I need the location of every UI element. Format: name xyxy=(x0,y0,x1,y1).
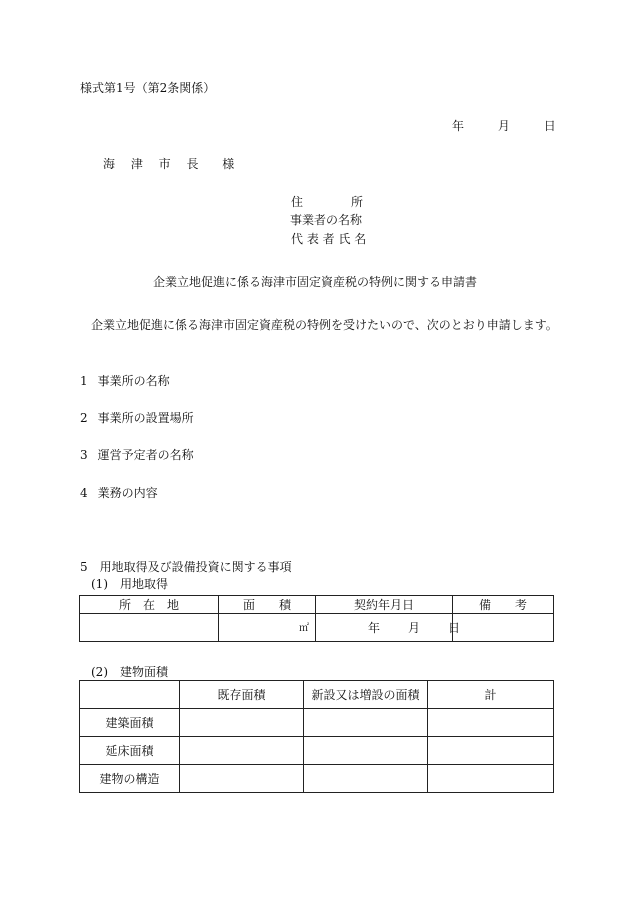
row-label-building-area: 建築面積 xyxy=(80,709,180,737)
contract-date-cell[interactable] xyxy=(316,614,461,642)
new-area-cell[interactable] xyxy=(304,709,428,737)
addressee-honorific: 様 xyxy=(222,157,235,171)
date-month-label: 月 xyxy=(497,119,510,133)
existing-area-cell[interactable] xyxy=(180,765,304,793)
applicant-representative-label: 代 表 者 氏 名 xyxy=(291,232,367,246)
land-acquisition-table xyxy=(79,595,554,642)
section5-heading: 5 用地取得及び設備投資に関する事項 xyxy=(80,560,292,574)
land-acquisition-heading: (1) 用地取得 xyxy=(91,577,168,591)
list-item xyxy=(80,486,158,500)
existing-area-cell[interactable] xyxy=(180,709,304,737)
applicant-address-label: 住 所 xyxy=(291,195,364,209)
area-cell[interactable] xyxy=(219,614,316,642)
table-row xyxy=(80,737,554,765)
addressee-name: 海 津 市 長 xyxy=(103,157,205,171)
item-label: 運営予定者の名称 xyxy=(97,448,194,462)
form-number: 様式第1号（第2条関係） xyxy=(80,81,216,95)
item-number: 3 xyxy=(80,448,88,462)
header-blank xyxy=(80,681,180,709)
list-item xyxy=(80,448,194,462)
header-area: 面 積 xyxy=(219,596,316,614)
header-contract-date: 契約年月日 xyxy=(316,596,453,614)
table-row xyxy=(80,614,554,642)
applicant-business-name-label: 事業者の名称 xyxy=(290,213,363,227)
total-cell[interactable] xyxy=(428,737,554,765)
table-row xyxy=(80,765,554,793)
existing-area-cell[interactable] xyxy=(180,737,304,765)
header-location: 所 在 地 xyxy=(80,596,219,614)
remarks-cell[interactable] xyxy=(453,614,554,642)
addressee xyxy=(103,157,234,171)
header-remarks: 備 考 xyxy=(453,596,554,614)
contract-month-label: 月 xyxy=(408,620,421,635)
header-new-area: 新設又は増設の面積 xyxy=(304,681,428,709)
area-unit: ㎡ xyxy=(299,622,309,634)
location-cell[interactable] xyxy=(80,614,219,642)
row-label-structure: 建物の構造 xyxy=(80,765,180,793)
contract-year-label: 年 xyxy=(368,620,381,635)
row-label-floor-area: 延床面積 xyxy=(80,737,180,765)
item-number: 2 xyxy=(80,411,88,425)
item-number: 4 xyxy=(80,486,88,500)
item-label: 事業所の名称 xyxy=(97,374,170,388)
contract-day-label: 日 xyxy=(448,620,461,635)
date-year-label: 年 xyxy=(452,119,465,133)
date-day-label: 日 xyxy=(543,119,556,133)
table-header-row xyxy=(80,681,554,709)
list-item xyxy=(80,374,170,388)
item-number: 1 xyxy=(80,374,88,388)
table-header-row xyxy=(80,596,554,614)
list-item xyxy=(80,411,194,425)
new-area-cell[interactable] xyxy=(304,765,428,793)
table-row xyxy=(80,709,554,737)
new-area-cell[interactable] xyxy=(304,737,428,765)
header-total: 計 xyxy=(428,681,554,709)
intro-text: 企業立地促進に係る海津市固定資産税の特例を受けたいので、次のとおり申請します。 xyxy=(91,318,558,332)
total-cell[interactable] xyxy=(428,709,554,737)
item-label: 事業所の設置場所 xyxy=(97,411,194,425)
header-existing-area: 既存面積 xyxy=(180,681,304,709)
building-area-heading: (2) 建物面積 xyxy=(91,665,168,679)
item-label: 業務の内容 xyxy=(97,486,158,500)
document-title: 企業立地促進に係る海津市固定資産税の特例に関する申請書 xyxy=(152,275,477,289)
building-area-table xyxy=(79,680,554,793)
total-cell[interactable] xyxy=(428,765,554,793)
date-line xyxy=(452,119,556,133)
